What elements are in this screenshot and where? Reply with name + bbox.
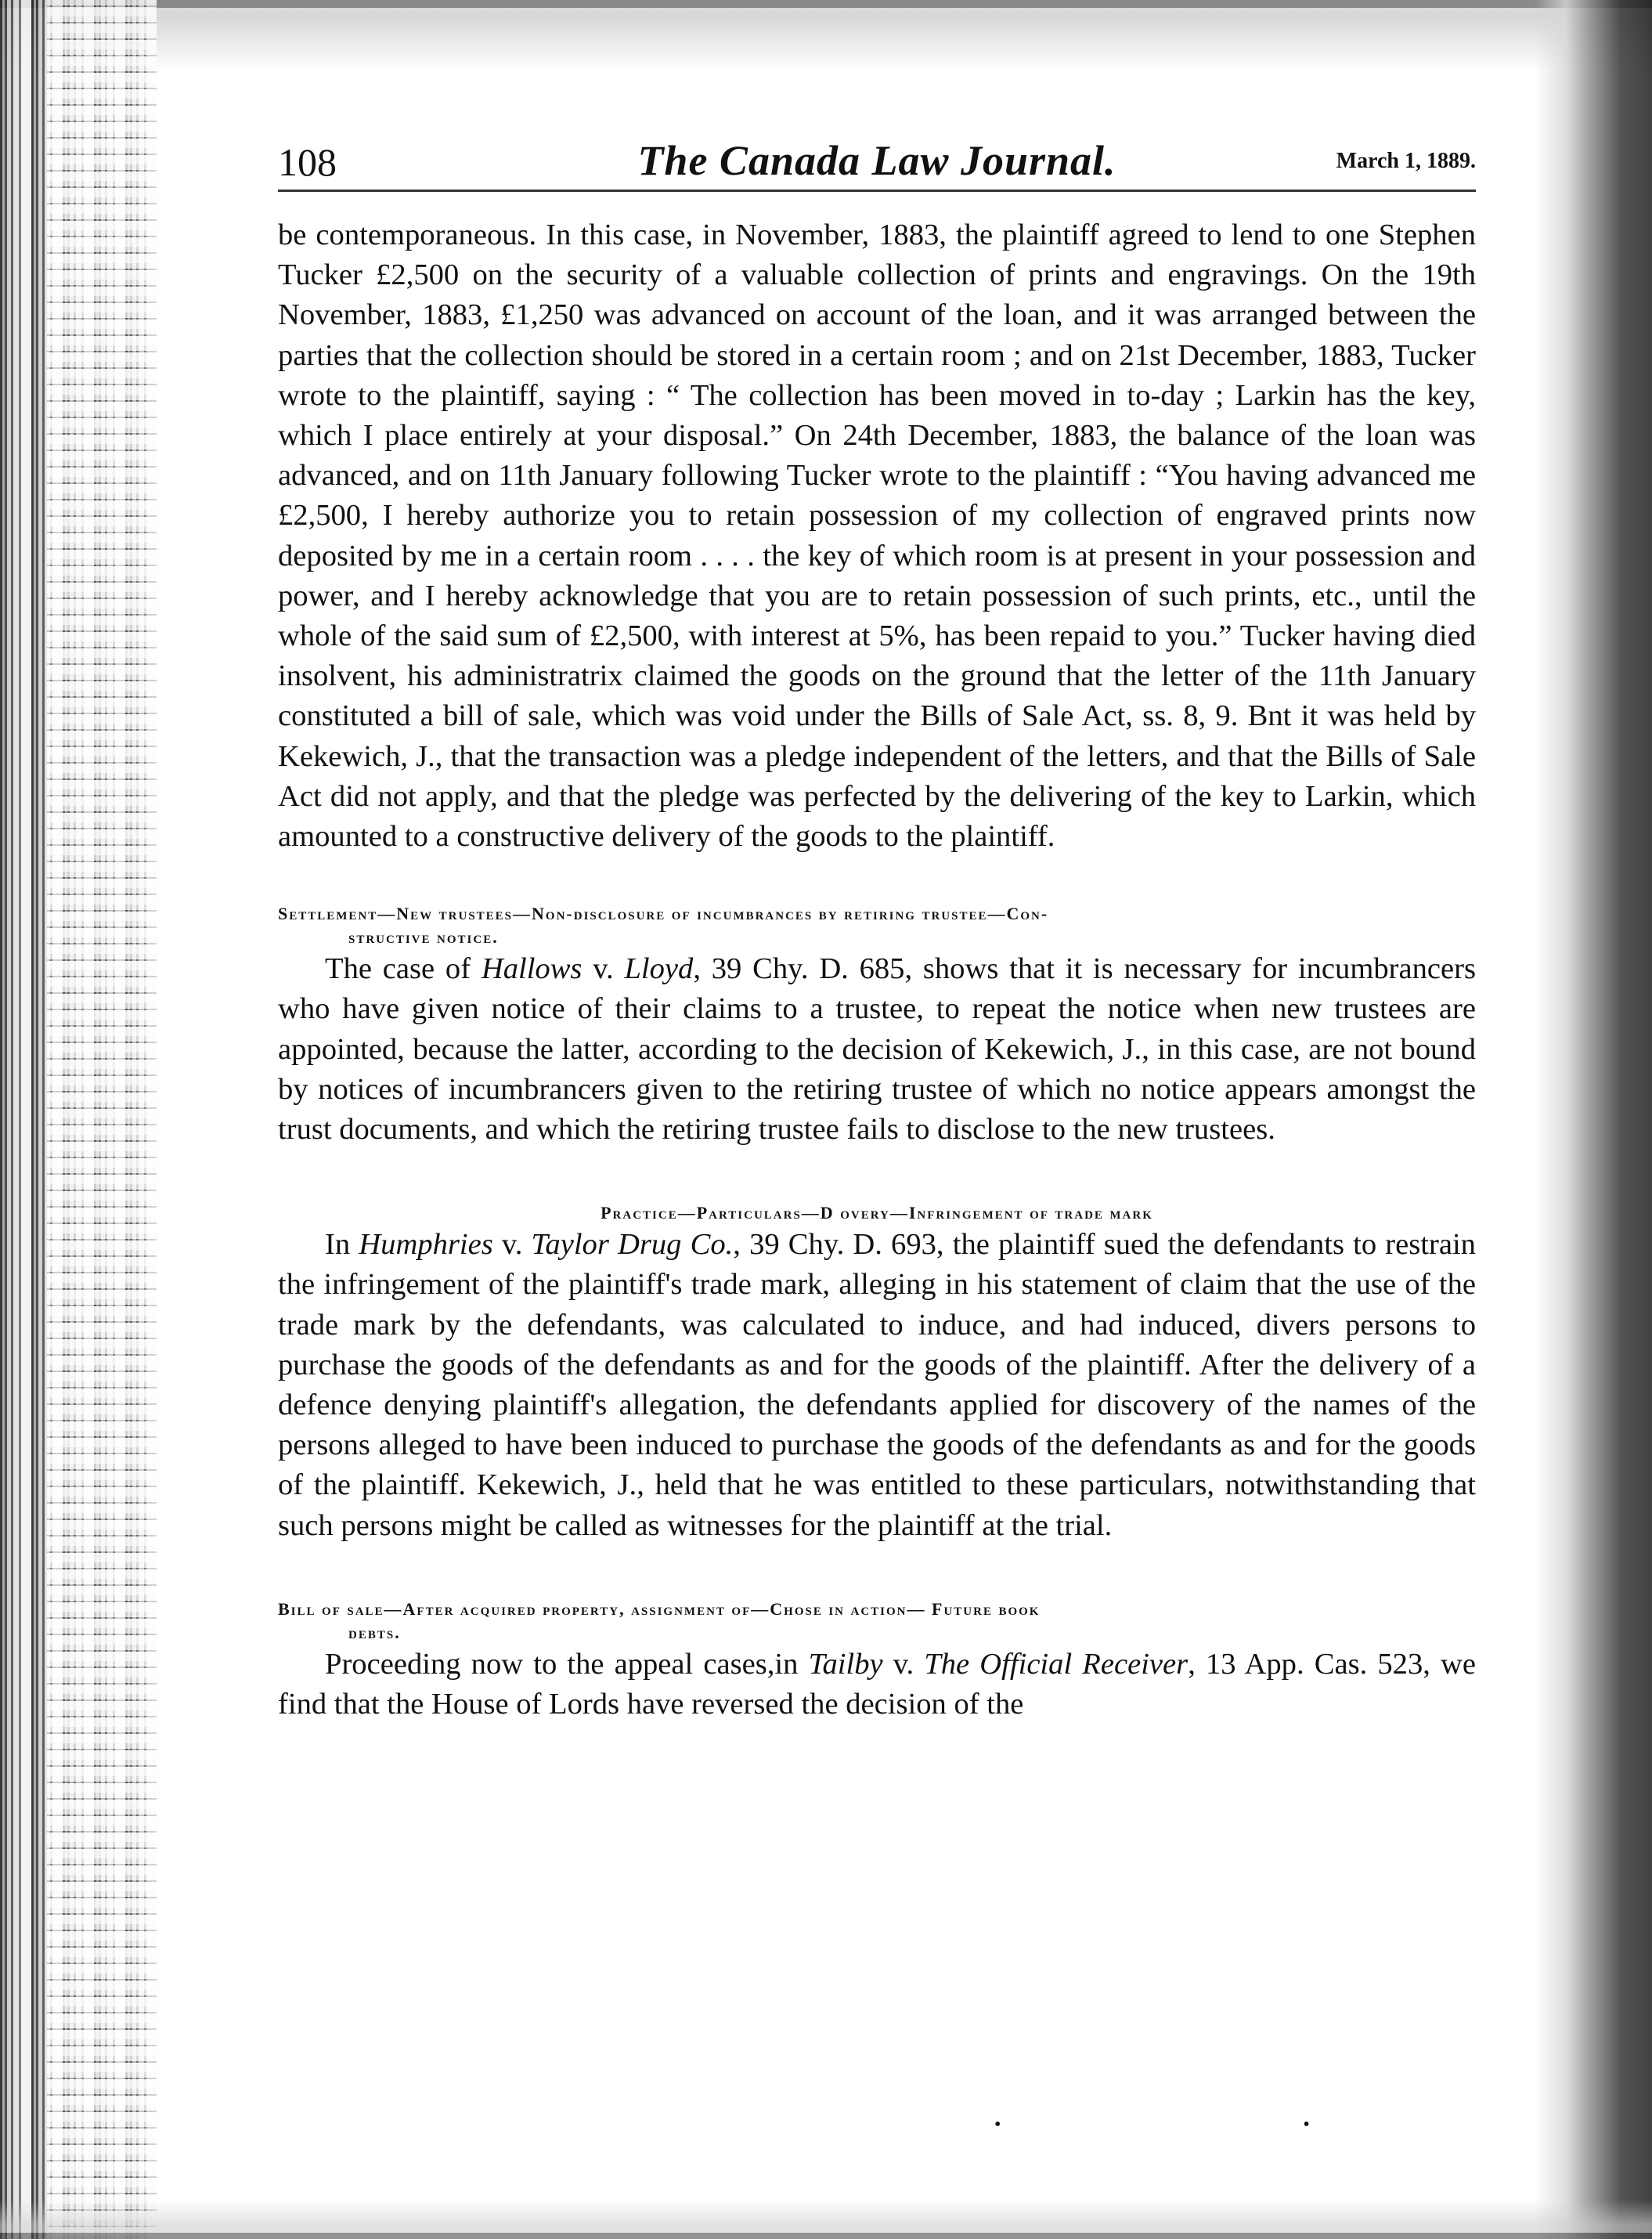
case-versus: v. [893, 1647, 914, 1681]
footer-mark: • [1303, 2114, 1310, 2135]
case-name-official-receiver: The Official Receiver [924, 1647, 1189, 1681]
scan-border-left [0, 0, 157, 2239]
section-heading-settlement-cont: structive notice. [348, 927, 499, 948]
footer-mark: • [994, 2114, 1001, 2135]
footer-marks [994, 2114, 1607, 2136]
issue-date: March 1, 1889. [1336, 149, 1476, 173]
text-before-case: Proceeding now to the appeal cases,in [325, 1647, 799, 1681]
journal-title: The Canada Law Journal. [637, 137, 1116, 184]
section-heading-practice: Practice—Particulars—D overy—Infringement of trade mark [601, 1203, 1153, 1223]
text-after-case: , 39 Chy. D. 685, shows that it is necessary for incumbrancers who have given notice of their claims to a trustee, to repeat the notice when new trustees are appointed, because the latter, according to the decision of Kekewich, J., in this case, are not bound by notices of incumbrancers given to the retiring trustee of which no notice appears amongst the trust documents, and which the retiring trustee fails to disclose to the new trustees. [278, 952, 1476, 1147]
section-settlement [278, 902, 1476, 1150]
case-name-lloyd: Lloyd [624, 952, 694, 986]
case-versus: v. [501, 1228, 523, 1262]
section-heading-bill-of-sale-cont: debts. [348, 1622, 401, 1642]
paragraph-contemporaneous: be contemporaneous. In this case, in November, 1883, the plaintiff agreed to lend to one Stephen Tucker £2,500 on the security of a valuable collection of prints and engravings. On the 19th November, 1883, £1,250 was advanced on account of the loan, and it was arranged between the parties that the collection should be stored in a certain room ; and on 21st December, 1883, Tucker wrote to the plaintiff, saying : “ The collection has been moved in to-day ; Larkin has the key, which I place entirely at your disposal.” On 24th December, 1883, the balance of the loan was advanced, and on 11th January following Tucker wrote to the plaintiff : “You having advanced me £2,500, I hereby authorize you to retain possession of my collection of engraved prints now deposited by me in a certain room . . . . the key of which room is at present in your possession and power, and I hereby acknowledge that you are to retain possession of such prints, etc., until the whole of the said sum of £2,500, with interest at 5%, has been repaid to you.” Tucker having died insolvent, his administratrix claimed the goods on the ground that the letter of the 11th January constituted a bill of sale, which was void under the Bills of Sale Act, ss. 8, 9. Bnt it was held by Kekewich, J., that the transaction was a pledge independent of the letters, and that the Bills of Sale Act did not apply, and that the pledge was perfected by the delivering of the key to Larkin, which amounted to a constructive delivery of the goods to the plaintiff. [278, 218, 1476, 854]
case-name-tailby: Tailby [808, 1647, 883, 1681]
paragraph-hallows-lloyd [278, 949, 1476, 1150]
section-bill-of-sale [278, 1598, 1476, 1724]
journal-page [278, 133, 1476, 1724]
text-before-case: The case of [325, 952, 471, 986]
paragraph-tailby [278, 1645, 1476, 1724]
paragraph-humphries-taylor [278, 1225, 1476, 1546]
scan-border-bottom [0, 2200, 1652, 2239]
text-before-case: In [325, 1228, 351, 1262]
case-name-humphries: Humphries [359, 1228, 493, 1262]
header-rule [278, 190, 1476, 192]
section-heading-settlement: Settlement—New trustees—Non-disclosure of incumbrances by retiring trustee—Con- [278, 904, 1049, 924]
scan-border-top [0, 0, 1652, 70]
text-after-case: , 39 Chy. D. 693, the plaintiff sued the defendants to restrain the infringement of the plaintiff's trade mark, alleging in his statement of claim that the use of the trade mark by the defendants, was calculated to induce, and had induced, divers persons to purchase the goods of the defendants as and for the goods of the plaintiff. After the delivery of a defence denying plaintiff's allegation, the defendants applied for discovery of the names of the persons alleged to have been induced to purchase the goods of the defendants as and for the goods of the plaintiff. Kekewich, J., held that he was entitled to these particulars, notwithstanding that such persons might be called as witnesses for the plaintiff at the trial. [278, 1228, 1476, 1542]
case-versus: v. [593, 952, 614, 986]
scan-border-right [1535, 0, 1652, 2239]
case-name-hallows: Hallows [481, 952, 583, 986]
page-number: 108 [278, 140, 337, 184]
section-heading-bill-of-sale: Bill of sale—After acquired property, assignment of—Chose in action— Future book [278, 1598, 1041, 1619]
section-practice [278, 1201, 1476, 1546]
text-after-case: , 13 App. Cas. 523, we find that the House of Lords have reversed the decision of the [278, 1647, 1476, 1721]
running-head [278, 133, 1476, 188]
case-name-taylor-drug: Taylor Drug Co. [531, 1228, 734, 1262]
